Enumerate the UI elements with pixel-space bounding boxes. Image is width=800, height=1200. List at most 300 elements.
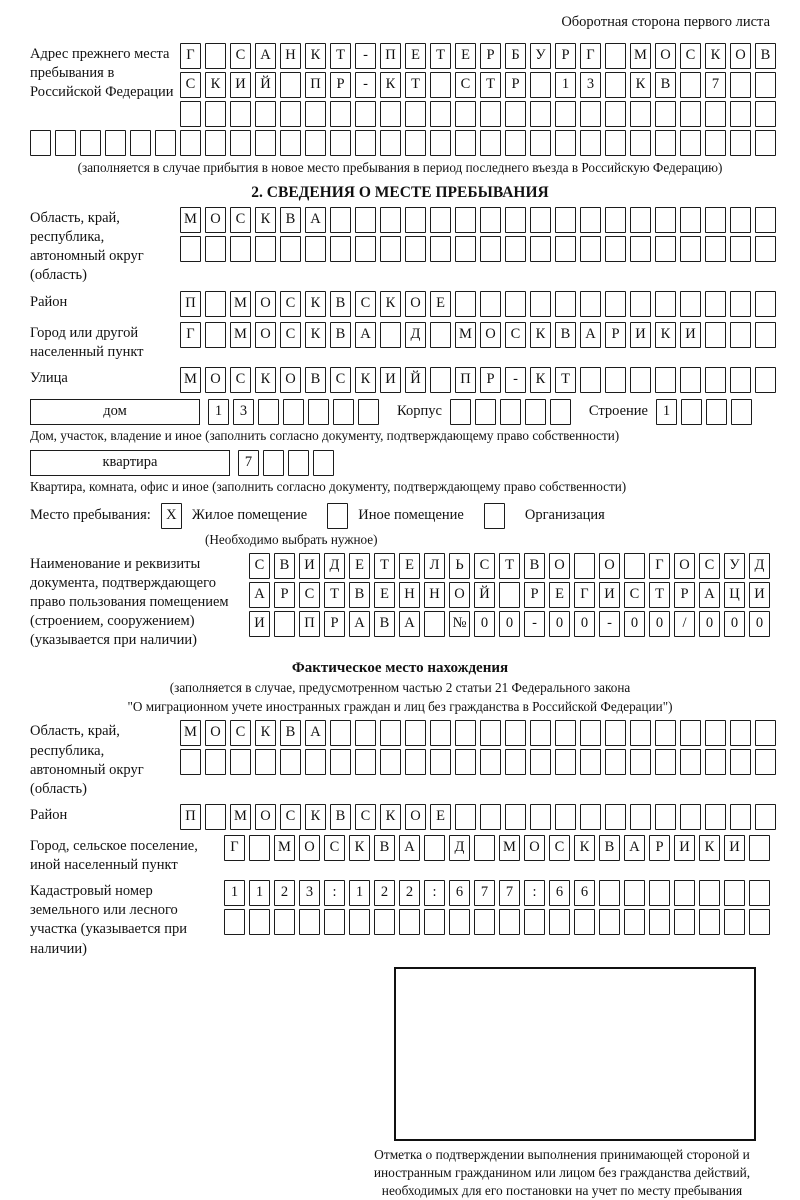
- char-cell[interactable]: [380, 749, 401, 775]
- char-cell[interactable]: К: [380, 72, 401, 98]
- char-cell[interactable]: [355, 236, 376, 262]
- char-cell[interactable]: [30, 130, 51, 156]
- char-cell[interactable]: 7: [705, 72, 726, 98]
- char-cell[interactable]: [405, 207, 426, 233]
- char-cell[interactable]: [730, 130, 751, 156]
- char-cell[interactable]: [680, 291, 701, 317]
- char-cell[interactable]: Т: [405, 72, 426, 98]
- char-cell[interactable]: С: [280, 291, 301, 317]
- char-cell[interactable]: [224, 909, 245, 935]
- char-cell[interactable]: [505, 130, 526, 156]
- char-cell[interactable]: Т: [499, 553, 520, 579]
- char-cell[interactable]: 2: [274, 880, 295, 906]
- char-cell[interactable]: [480, 804, 501, 830]
- char-cell[interactable]: К: [255, 207, 276, 233]
- char-cell[interactable]: [555, 291, 576, 317]
- char-cell[interactable]: М: [180, 720, 201, 746]
- char-cell[interactable]: И: [724, 835, 745, 861]
- char-cell[interactable]: [530, 804, 551, 830]
- char-cell[interactable]: [555, 207, 576, 233]
- char-cell[interactable]: [705, 236, 726, 262]
- char-cell[interactable]: [455, 101, 476, 127]
- char-cell[interactable]: [605, 236, 626, 262]
- char-cell[interactable]: [230, 236, 251, 262]
- char-cell[interactable]: В: [555, 322, 576, 348]
- char-cell[interactable]: [430, 207, 451, 233]
- char-cell[interactable]: [580, 749, 601, 775]
- char-cell[interactable]: Л: [424, 553, 445, 579]
- char-cell[interactable]: С: [330, 367, 351, 393]
- char-cell[interactable]: [605, 749, 626, 775]
- char-cell[interactable]: К: [355, 367, 376, 393]
- char-cell[interactable]: [380, 322, 401, 348]
- char-cell[interactable]: [455, 236, 476, 262]
- char-cell[interactable]: [180, 236, 201, 262]
- char-cell[interactable]: И: [299, 553, 320, 579]
- char-cell[interactable]: Н: [424, 582, 445, 608]
- char-cell[interactable]: [730, 101, 751, 127]
- char-cell[interactable]: В: [755, 43, 776, 69]
- char-cell[interactable]: [405, 101, 426, 127]
- char-cell[interactable]: [755, 72, 776, 98]
- char-cell[interactable]: О: [205, 720, 226, 746]
- char-cell[interactable]: [130, 130, 151, 156]
- char-cell[interactable]: [655, 367, 676, 393]
- char-cell[interactable]: -: [355, 43, 376, 69]
- char-cell[interactable]: [330, 207, 351, 233]
- char-cell[interactable]: [624, 880, 645, 906]
- char-cell[interactable]: [380, 130, 401, 156]
- char-cell[interactable]: Т: [649, 582, 670, 608]
- char-cell[interactable]: [630, 101, 651, 127]
- char-cell[interactable]: [505, 101, 526, 127]
- char-cell[interactable]: 1: [224, 880, 245, 906]
- char-cell[interactable]: В: [655, 72, 676, 98]
- char-cell[interactable]: :: [524, 880, 545, 906]
- char-cell[interactable]: [455, 207, 476, 233]
- char-cell[interactable]: [580, 207, 601, 233]
- char-cell[interactable]: К: [205, 72, 226, 98]
- char-cell[interactable]: [180, 101, 201, 127]
- char-cell[interactable]: С: [699, 553, 720, 579]
- char-cell[interactable]: В: [330, 804, 351, 830]
- char-cell[interactable]: А: [305, 207, 326, 233]
- char-cell[interactable]: [580, 720, 601, 746]
- char-cell[interactable]: [324, 909, 345, 935]
- char-cell[interactable]: К: [255, 367, 276, 393]
- char-cell[interactable]: [730, 207, 751, 233]
- char-cell[interactable]: А: [580, 322, 601, 348]
- char-cell[interactable]: К: [380, 291, 401, 317]
- char-cell[interactable]: [374, 909, 395, 935]
- char-cell[interactable]: Р: [605, 322, 626, 348]
- char-cell[interactable]: [308, 399, 329, 425]
- char-cell[interactable]: К: [530, 367, 551, 393]
- char-cell[interactable]: [358, 399, 379, 425]
- char-cell[interactable]: [730, 749, 751, 775]
- char-cell[interactable]: 1: [555, 72, 576, 98]
- char-cell[interactable]: М: [180, 207, 201, 233]
- char-cell[interactable]: О: [205, 367, 226, 393]
- char-cell[interactable]: [580, 101, 601, 127]
- char-cell[interactable]: [630, 207, 651, 233]
- char-cell[interactable]: К: [655, 322, 676, 348]
- char-cell[interactable]: В: [524, 553, 545, 579]
- char-cell[interactable]: О: [480, 322, 501, 348]
- char-cell[interactable]: [230, 130, 251, 156]
- char-cell[interactable]: [605, 720, 626, 746]
- char-cell[interactable]: [705, 720, 726, 746]
- char-cell[interactable]: А: [305, 720, 326, 746]
- char-cell[interactable]: [749, 909, 770, 935]
- char-cell[interactable]: 0: [699, 611, 720, 637]
- char-cell[interactable]: [755, 236, 776, 262]
- char-cell[interactable]: [755, 207, 776, 233]
- char-cell[interactable]: [105, 130, 126, 156]
- char-cell[interactable]: [280, 130, 301, 156]
- char-cell[interactable]: О: [280, 367, 301, 393]
- char-cell[interactable]: В: [330, 291, 351, 317]
- char-cell[interactable]: [680, 72, 701, 98]
- char-cell[interactable]: С: [230, 720, 251, 746]
- char-cell[interactable]: Д: [449, 835, 470, 861]
- char-cell[interactable]: Т: [324, 582, 345, 608]
- char-cell[interactable]: [680, 101, 701, 127]
- char-cell[interactable]: [249, 835, 270, 861]
- char-cell[interactable]: [255, 236, 276, 262]
- char-cell[interactable]: К: [699, 835, 720, 861]
- char-cell[interactable]: [730, 322, 751, 348]
- char-cell[interactable]: [680, 130, 701, 156]
- char-cell[interactable]: В: [280, 720, 301, 746]
- char-cell[interactable]: [380, 236, 401, 262]
- char-cell[interactable]: М: [274, 835, 295, 861]
- char-cell[interactable]: Ь: [449, 553, 470, 579]
- char-cell[interactable]: [630, 720, 651, 746]
- char-cell[interactable]: [530, 749, 551, 775]
- char-cell[interactable]: А: [399, 611, 420, 637]
- char-cell[interactable]: К: [305, 804, 326, 830]
- char-cell[interactable]: [749, 880, 770, 906]
- char-cell[interactable]: [605, 101, 626, 127]
- char-cell[interactable]: [530, 236, 551, 262]
- char-cell[interactable]: [655, 236, 676, 262]
- char-cell[interactable]: 0: [549, 611, 570, 637]
- char-cell[interactable]: [480, 207, 501, 233]
- char-cell[interactable]: [355, 101, 376, 127]
- char-cell[interactable]: [730, 291, 751, 317]
- char-cell[interactable]: [455, 291, 476, 317]
- char-cell[interactable]: 6: [574, 880, 595, 906]
- char-cell[interactable]: [480, 720, 501, 746]
- char-cell[interactable]: Е: [349, 553, 370, 579]
- char-cell[interactable]: [655, 101, 676, 127]
- char-cell[interactable]: [274, 909, 295, 935]
- char-cell[interactable]: 6: [549, 880, 570, 906]
- char-cell[interactable]: С: [299, 582, 320, 608]
- char-cell[interactable]: [755, 749, 776, 775]
- char-cell[interactable]: [480, 236, 501, 262]
- char-cell[interactable]: [525, 399, 546, 425]
- char-cell[interactable]: Р: [330, 72, 351, 98]
- char-cell[interactable]: Б: [505, 43, 526, 69]
- char-cell[interactable]: [630, 804, 651, 830]
- char-cell[interactable]: Е: [374, 582, 395, 608]
- char-cell[interactable]: 1: [656, 399, 677, 425]
- char-cell[interactable]: [330, 101, 351, 127]
- char-cell[interactable]: [430, 322, 451, 348]
- char-cell[interactable]: П: [380, 43, 401, 69]
- char-cell[interactable]: К: [255, 720, 276, 746]
- char-cell[interactable]: П: [455, 367, 476, 393]
- char-cell[interactable]: [450, 399, 471, 425]
- char-cell[interactable]: [500, 399, 521, 425]
- char-cell[interactable]: [430, 720, 451, 746]
- char-cell[interactable]: [230, 101, 251, 127]
- char-cell[interactable]: [330, 720, 351, 746]
- char-cell[interactable]: И: [680, 322, 701, 348]
- char-cell[interactable]: Ц: [724, 582, 745, 608]
- char-cell[interactable]: П: [305, 72, 326, 98]
- char-cell[interactable]: [755, 720, 776, 746]
- char-cell[interactable]: А: [399, 835, 420, 861]
- char-cell[interactable]: С: [280, 322, 301, 348]
- char-cell[interactable]: [505, 749, 526, 775]
- char-cell[interactable]: [405, 749, 426, 775]
- char-cell[interactable]: А: [249, 582, 270, 608]
- char-cell[interactable]: [705, 749, 726, 775]
- char-cell[interactable]: [730, 236, 751, 262]
- char-cell[interactable]: [205, 101, 226, 127]
- char-cell[interactable]: С: [180, 72, 201, 98]
- char-cell[interactable]: [430, 101, 451, 127]
- char-cell[interactable]: [205, 130, 226, 156]
- char-cell[interactable]: В: [305, 367, 326, 393]
- char-cell[interactable]: [449, 909, 470, 935]
- char-cell[interactable]: [355, 749, 376, 775]
- char-cell[interactable]: Е: [430, 291, 451, 317]
- char-cell[interactable]: [649, 909, 670, 935]
- char-cell[interactable]: [731, 399, 752, 425]
- char-cell[interactable]: [205, 236, 226, 262]
- char-cell[interactable]: Д: [405, 322, 426, 348]
- char-cell[interactable]: [55, 130, 76, 156]
- char-cell[interactable]: О: [449, 582, 470, 608]
- char-cell[interactable]: У: [724, 553, 745, 579]
- char-cell[interactable]: 0: [724, 611, 745, 637]
- char-cell[interactable]: О: [405, 291, 426, 317]
- char-cell[interactable]: Д: [324, 553, 345, 579]
- char-cell[interactable]: [550, 399, 571, 425]
- char-cell[interactable]: [424, 611, 445, 637]
- char-cell[interactable]: [605, 804, 626, 830]
- char-cell[interactable]: С: [455, 72, 476, 98]
- char-cell[interactable]: [599, 909, 620, 935]
- char-cell[interactable]: [655, 291, 676, 317]
- char-cell[interactable]: С: [230, 43, 251, 69]
- char-cell[interactable]: [505, 804, 526, 830]
- char-cell[interactable]: [755, 101, 776, 127]
- char-cell[interactable]: И: [380, 367, 401, 393]
- char-cell[interactable]: [330, 130, 351, 156]
- char-cell[interactable]: Г: [649, 553, 670, 579]
- char-cell[interactable]: С: [249, 553, 270, 579]
- char-cell[interactable]: [380, 101, 401, 127]
- char-cell[interactable]: К: [574, 835, 595, 861]
- char-cell[interactable]: [330, 236, 351, 262]
- char-cell[interactable]: С: [230, 207, 251, 233]
- char-cell[interactable]: [180, 130, 201, 156]
- char-cell[interactable]: Р: [274, 582, 295, 608]
- char-cell[interactable]: С: [280, 804, 301, 830]
- char-cell[interactable]: [649, 880, 670, 906]
- char-cell[interactable]: [755, 804, 776, 830]
- char-cell[interactable]: [681, 399, 702, 425]
- char-cell[interactable]: [474, 909, 495, 935]
- char-cell[interactable]: Т: [480, 72, 501, 98]
- char-cell[interactable]: [280, 749, 301, 775]
- char-cell[interactable]: -: [599, 611, 620, 637]
- char-cell[interactable]: 7: [474, 880, 495, 906]
- char-cell[interactable]: Р: [324, 611, 345, 637]
- char-cell[interactable]: П: [299, 611, 320, 637]
- char-cell[interactable]: К: [705, 43, 726, 69]
- char-cell[interactable]: [555, 804, 576, 830]
- char-cell[interactable]: О: [524, 835, 545, 861]
- char-cell[interactable]: С: [680, 43, 701, 69]
- char-cell[interactable]: [474, 835, 495, 861]
- char-cell[interactable]: [555, 101, 576, 127]
- char-cell[interactable]: 0: [474, 611, 495, 637]
- char-cell[interactable]: [280, 101, 301, 127]
- char-cell[interactable]: [258, 399, 279, 425]
- char-cell[interactable]: [305, 749, 326, 775]
- char-cell[interactable]: Н: [399, 582, 420, 608]
- char-cell[interactable]: Р: [505, 72, 526, 98]
- char-cell[interactable]: [399, 909, 420, 935]
- char-cell[interactable]: [705, 130, 726, 156]
- char-cell[interactable]: [255, 130, 276, 156]
- char-cell[interactable]: 7: [499, 880, 520, 906]
- char-cell[interactable]: [605, 291, 626, 317]
- char-cell[interactable]: В: [374, 835, 395, 861]
- char-cell[interactable]: Р: [674, 582, 695, 608]
- char-cell[interactable]: [755, 130, 776, 156]
- char-cell[interactable]: [699, 909, 720, 935]
- char-cell[interactable]: [355, 720, 376, 746]
- char-cell[interactable]: [580, 291, 601, 317]
- char-cell[interactable]: [305, 130, 326, 156]
- char-cell[interactable]: [499, 909, 520, 935]
- char-cell[interactable]: [430, 130, 451, 156]
- char-cell[interactable]: [333, 399, 354, 425]
- char-cell[interactable]: Е: [430, 804, 451, 830]
- char-cell[interactable]: Е: [399, 553, 420, 579]
- char-cell[interactable]: В: [274, 553, 295, 579]
- char-cell[interactable]: [749, 835, 770, 861]
- char-cell[interactable]: [705, 322, 726, 348]
- char-cell[interactable]: [405, 130, 426, 156]
- char-cell[interactable]: [205, 291, 226, 317]
- char-cell[interactable]: [530, 291, 551, 317]
- char-cell[interactable]: [80, 130, 101, 156]
- char-cell[interactable]: И: [749, 582, 770, 608]
- char-cell[interactable]: О: [599, 553, 620, 579]
- char-cell[interactable]: Г: [180, 322, 201, 348]
- stay-checkbox-org[interactable]: [484, 503, 505, 529]
- char-cell[interactable]: [680, 236, 701, 262]
- char-cell[interactable]: [605, 43, 626, 69]
- char-cell[interactable]: А: [355, 322, 376, 348]
- char-cell[interactable]: М: [455, 322, 476, 348]
- char-cell[interactable]: [630, 236, 651, 262]
- char-cell[interactable]: [655, 130, 676, 156]
- char-cell[interactable]: [655, 804, 676, 830]
- char-cell[interactable]: [755, 367, 776, 393]
- char-cell[interactable]: 0: [499, 611, 520, 637]
- char-cell[interactable]: [706, 399, 727, 425]
- char-cell[interactable]: [380, 207, 401, 233]
- char-cell[interactable]: В: [599, 835, 620, 861]
- char-cell[interactable]: С: [474, 553, 495, 579]
- char-cell[interactable]: И: [599, 582, 620, 608]
- char-cell[interactable]: [505, 207, 526, 233]
- char-cell[interactable]: Г: [574, 582, 595, 608]
- char-cell[interactable]: [680, 749, 701, 775]
- char-cell[interactable]: Т: [330, 43, 351, 69]
- char-cell[interactable]: [155, 130, 176, 156]
- char-cell[interactable]: И: [674, 835, 695, 861]
- stay-checkbox-zhiloe[interactable]: X: [161, 503, 182, 529]
- char-cell[interactable]: [655, 749, 676, 775]
- char-cell[interactable]: 0: [749, 611, 770, 637]
- char-cell[interactable]: [280, 236, 301, 262]
- char-cell[interactable]: [505, 236, 526, 262]
- char-cell[interactable]: [355, 130, 376, 156]
- char-cell[interactable]: Г: [224, 835, 245, 861]
- char-cell[interactable]: [205, 804, 226, 830]
- char-cell[interactable]: [405, 236, 426, 262]
- char-cell[interactable]: М: [180, 367, 201, 393]
- char-cell[interactable]: -: [355, 72, 376, 98]
- char-cell[interactable]: [605, 72, 626, 98]
- char-cell[interactable]: С: [549, 835, 570, 861]
- char-cell[interactable]: С: [505, 322, 526, 348]
- char-cell[interactable]: [455, 720, 476, 746]
- char-cell[interactable]: И: [630, 322, 651, 348]
- char-cell[interactable]: 2: [374, 880, 395, 906]
- char-cell[interactable]: [680, 207, 701, 233]
- char-cell[interactable]: 3: [580, 72, 601, 98]
- char-cell[interactable]: [205, 43, 226, 69]
- char-cell[interactable]: -: [524, 611, 545, 637]
- char-cell[interactable]: Р: [649, 835, 670, 861]
- char-cell[interactable]: [530, 130, 551, 156]
- char-cell[interactable]: 2: [399, 880, 420, 906]
- char-cell[interactable]: [724, 909, 745, 935]
- char-cell[interactable]: 1: [249, 880, 270, 906]
- char-cell[interactable]: Г: [180, 43, 201, 69]
- char-cell[interactable]: 1: [349, 880, 370, 906]
- char-cell[interactable]: Р: [555, 43, 576, 69]
- char-cell[interactable]: 0: [649, 611, 670, 637]
- char-cell[interactable]: [205, 749, 226, 775]
- char-cell[interactable]: С: [230, 367, 251, 393]
- char-cell[interactable]: [580, 236, 601, 262]
- char-cell[interactable]: О: [255, 291, 276, 317]
- char-cell[interactable]: О: [299, 835, 320, 861]
- char-cell[interactable]: [530, 101, 551, 127]
